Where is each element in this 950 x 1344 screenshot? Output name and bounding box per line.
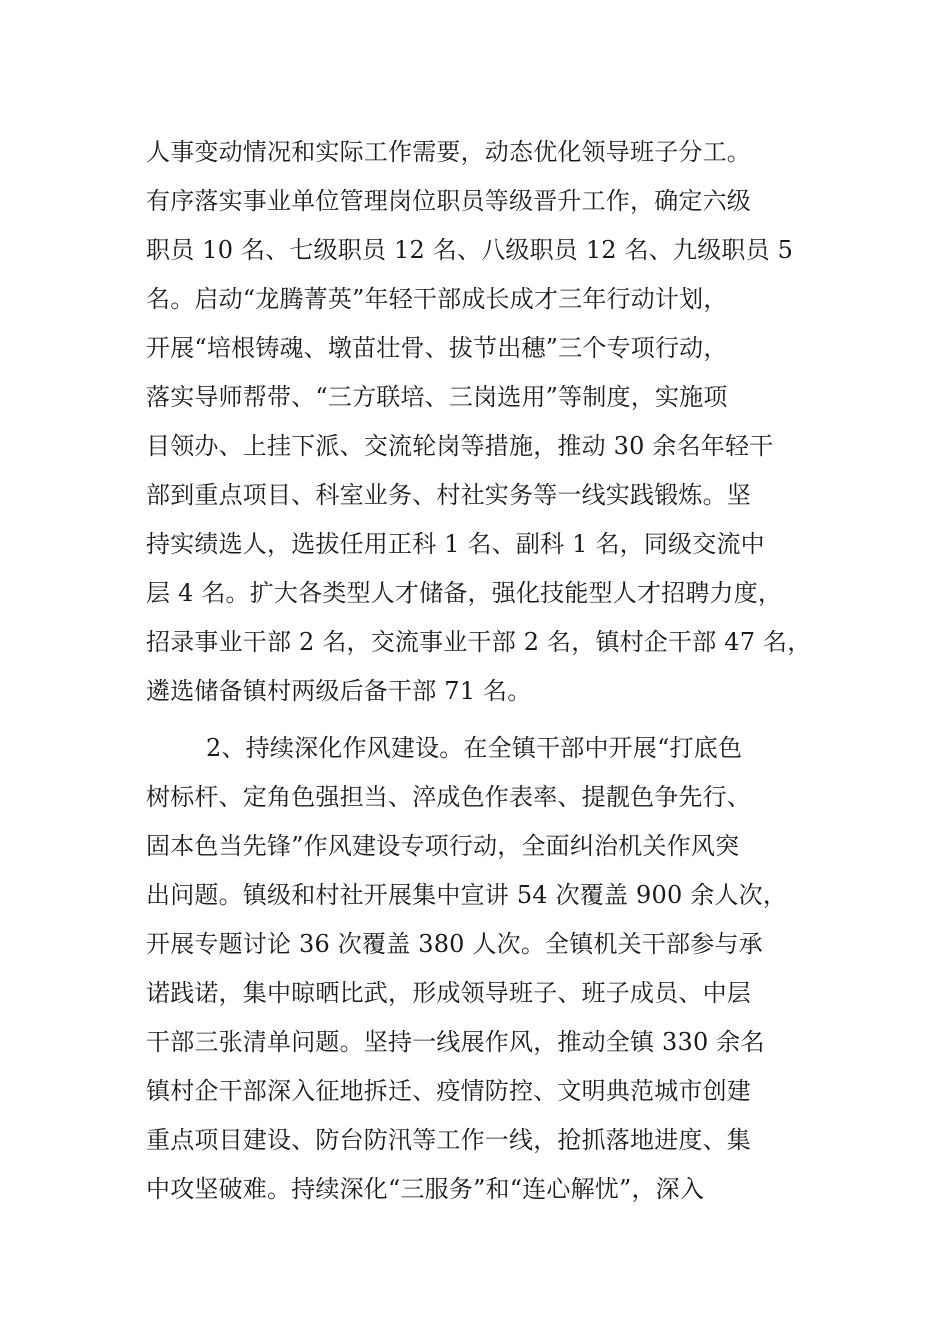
- text-line-15: 固本色当先锋”作风建设专项行动，全面纠治机关作风突: [146, 832, 740, 860]
- text-line-3: 职员 10 名、七级职员 12 名、八级职员 12 名、九级职员 5: [146, 236, 794, 264]
- text-line-8: 部到重点项目、科室业务、村社实务等一线实践锻炼。坚: [146, 481, 751, 509]
- text-line-7: 目领办、上挂下派、交流轮岗等措施，推动 30 余名年轻干: [146, 432, 774, 460]
- text-line-20: 镇村企干部深入征地拆迁、疫情防控、文明典范城市创建: [146, 1077, 751, 1105]
- text-line-21: 重点项目建设、防台防汛等工作一线，抢抓落地进度、集: [146, 1126, 751, 1154]
- text-line-4: 名。启动“龙腾菁英”年轻干部成长成才三年行动计划，: [146, 285, 728, 313]
- text-line-19: 干部三张清单问题。坚持一线展作风，推动全镇 330 余名: [146, 1028, 765, 1056]
- text-line-11: 招录事业干部 2 名，交流事业干部 2 名，镇村企干部 47 名，: [146, 628, 812, 656]
- text-line-6: 落实导师帮带、“三方联培、三岗选用”等制度，实施项: [146, 383, 728, 411]
- text-line-22: 中攻坚破难。持续深化“三服务”和“连心解忧”，深入: [146, 1175, 705, 1203]
- text-line-14: 树标杆、定角色强担当、淬成色作表率、提靓色争先行、: [146, 783, 751, 811]
- text-line-2: 有序落实事业单位管理岗位职员等级晋升工作，确定六级: [146, 187, 751, 215]
- text-line-5: 开展“培根铸魂、墩苗壮骨、拔节出穗”三个专项行动，: [146, 334, 728, 362]
- text-line-12: 遴选储备镇村两级后备干部 71 名。: [146, 677, 532, 705]
- text-line-9: 持实绩选人，选拔任用正科 1 名、副科 1 名，同级交流中: [146, 530, 765, 558]
- text-line-10: 层 4 名。扩大各类型人才储备，强化技能型人才招聘力度，: [146, 579, 783, 607]
- text-line-17: 开展专题讨论 36 次覆盖 380 人次。全镇机关干部参与承: [146, 930, 763, 958]
- text-line-18: 诺践诺，集中晾晒比武，形成领导班子、班子成员、中层: [146, 979, 751, 1007]
- text-line-1: 人事变动情况和实际工作需要，动态优化领导班子分工。: [146, 138, 751, 166]
- paragraph-heading-line: 2、持续深化作风建设。在全镇干部中开展“打底色: [206, 734, 743, 762]
- text-line-16: 出问题。镇级和村社开展集中宣讲 54 次覆盖 900 余人次，: [146, 881, 788, 909]
